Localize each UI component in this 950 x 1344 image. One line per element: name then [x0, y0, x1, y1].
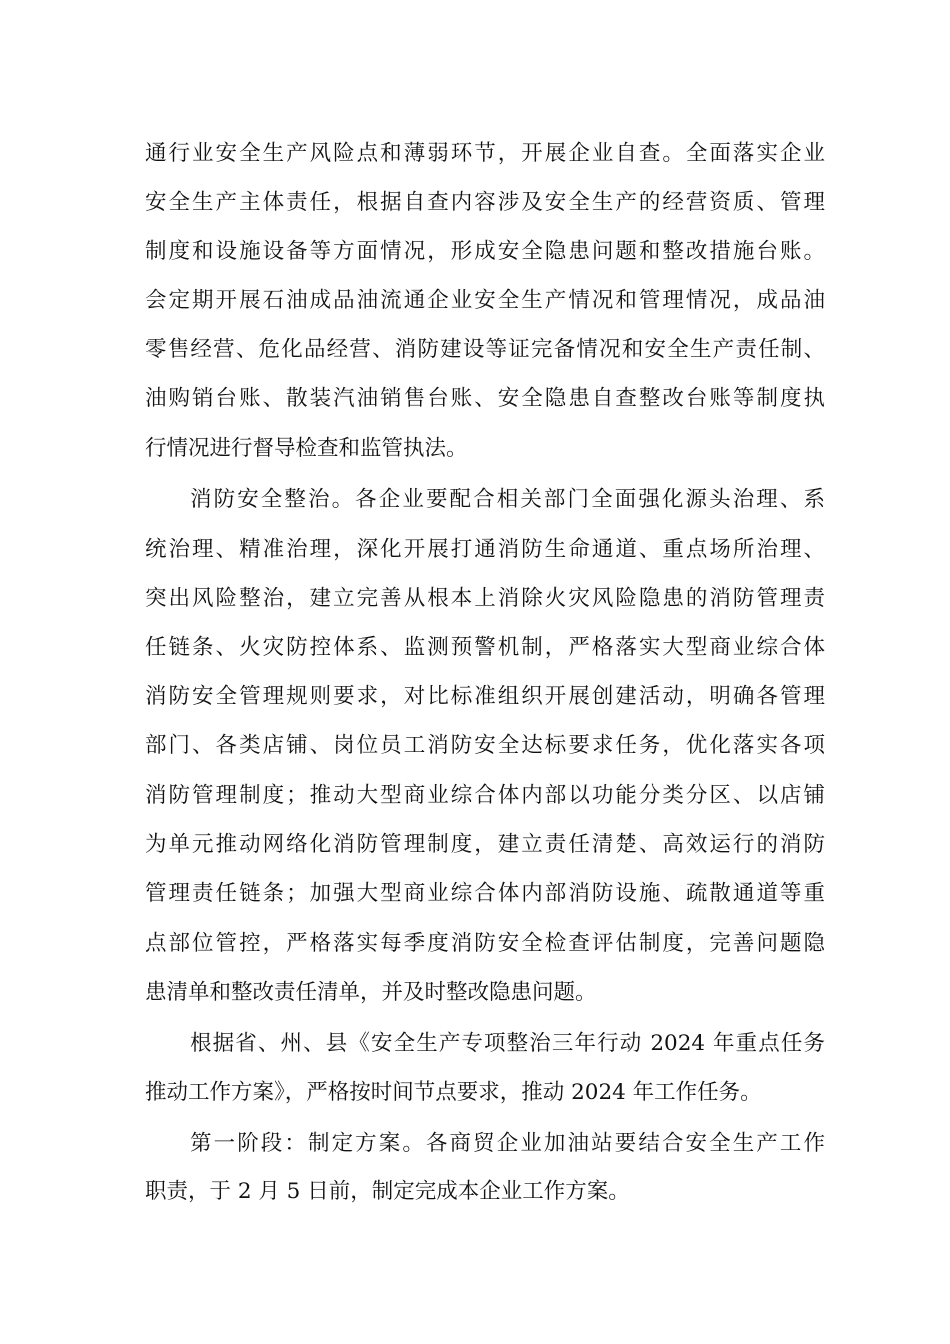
paragraph-2-line-9: 管理责任链条；加强大型商业综合体内部消防设施、疏散通道等重 — [145, 881, 825, 906]
paragraph-2-line-8: 为单元推动网络化消防管理制度，建立责任清楚、高效运行的消防 — [145, 832, 825, 857]
paragraph-3-line-1: 根据省、州、县《安全生产专项整治三年行动 2024 年重点任务 — [190, 1031, 825, 1056]
paragraph-3-line-2: 推动工作方案》，严格按时间节点要求，推动 2024 年工作任务。 — [145, 1080, 762, 1105]
paragraph-1-line-5: 零售经营、危化品经营、消防建设等证完备情况和安全生产责任制、 — [145, 337, 825, 362]
paragraph-2-line-7: 消防管理制度；推动大型商业综合体内部以功能分类分区、以店铺 — [145, 783, 825, 808]
paragraph-1-line-1: 通行业安全生产风险点和薄弱环节，开展企业自查。全面落实企业 — [145, 141, 825, 166]
paragraph-2-line-6: 部门、各类店铺、岗位员工消防安全达标要求任务，优化落实各项 — [145, 733, 825, 758]
paragraph-2-line-11: 患清单和整改责任清单，并及时整改隐患问题。 — [145, 980, 597, 1005]
paragraph-1-line-4: 会定期开展石油成品油流通企业安全生产情况和管理情况，成品油 — [145, 288, 825, 313]
paragraph-4-line-1: 第一阶段：制定方案。各商贸企业加油站要结合安全生产工作 — [190, 1131, 825, 1156]
paragraph-2-line-3: 突出风险整治，建立完善从根本上消除火灾风险隐患的消防管理责 — [145, 586, 825, 611]
paragraph-2-line-1: 消防安全整治。各企业要配合相关部门全面强化源头治理、系 — [190, 487, 825, 512]
paragraph-1-line-6: 油购销台账、散装汽油销售台账、安全隐患自查整改台账等制度执 — [145, 386, 825, 411]
paragraph-1-line-7: 行情况进行督导检查和监管执法。 — [145, 436, 468, 461]
paragraph-2-line-2: 统治理、精准治理，深化开展打通消防生命通道、重点场所治理、 — [145, 537, 825, 562]
paragraph-1-line-3: 制度和设施设备等方面情况，形成安全隐患问题和整改措施台账。 — [145, 239, 825, 264]
paragraph-2-line-4: 任链条、火灾防控体系、监测预警机制，严格落实大型商业综合体 — [145, 635, 825, 660]
paragraph-4-line-2: 职责，于 2 月 5 日前，制定完成本企业工作方案。 — [145, 1179, 630, 1204]
paragraph-1-line-2: 安全生产主体责任，根据自查内容涉及安全生产的经营资质、管理 — [145, 190, 825, 215]
paragraph-2-line-10: 点部位管控，严格落实每季度消防安全检查评估制度，完善问题隐 — [145, 931, 825, 956]
paragraph-2-line-5: 消防安全管理规则要求，对比标准组织开展创建活动，明确各管理 — [145, 684, 825, 709]
